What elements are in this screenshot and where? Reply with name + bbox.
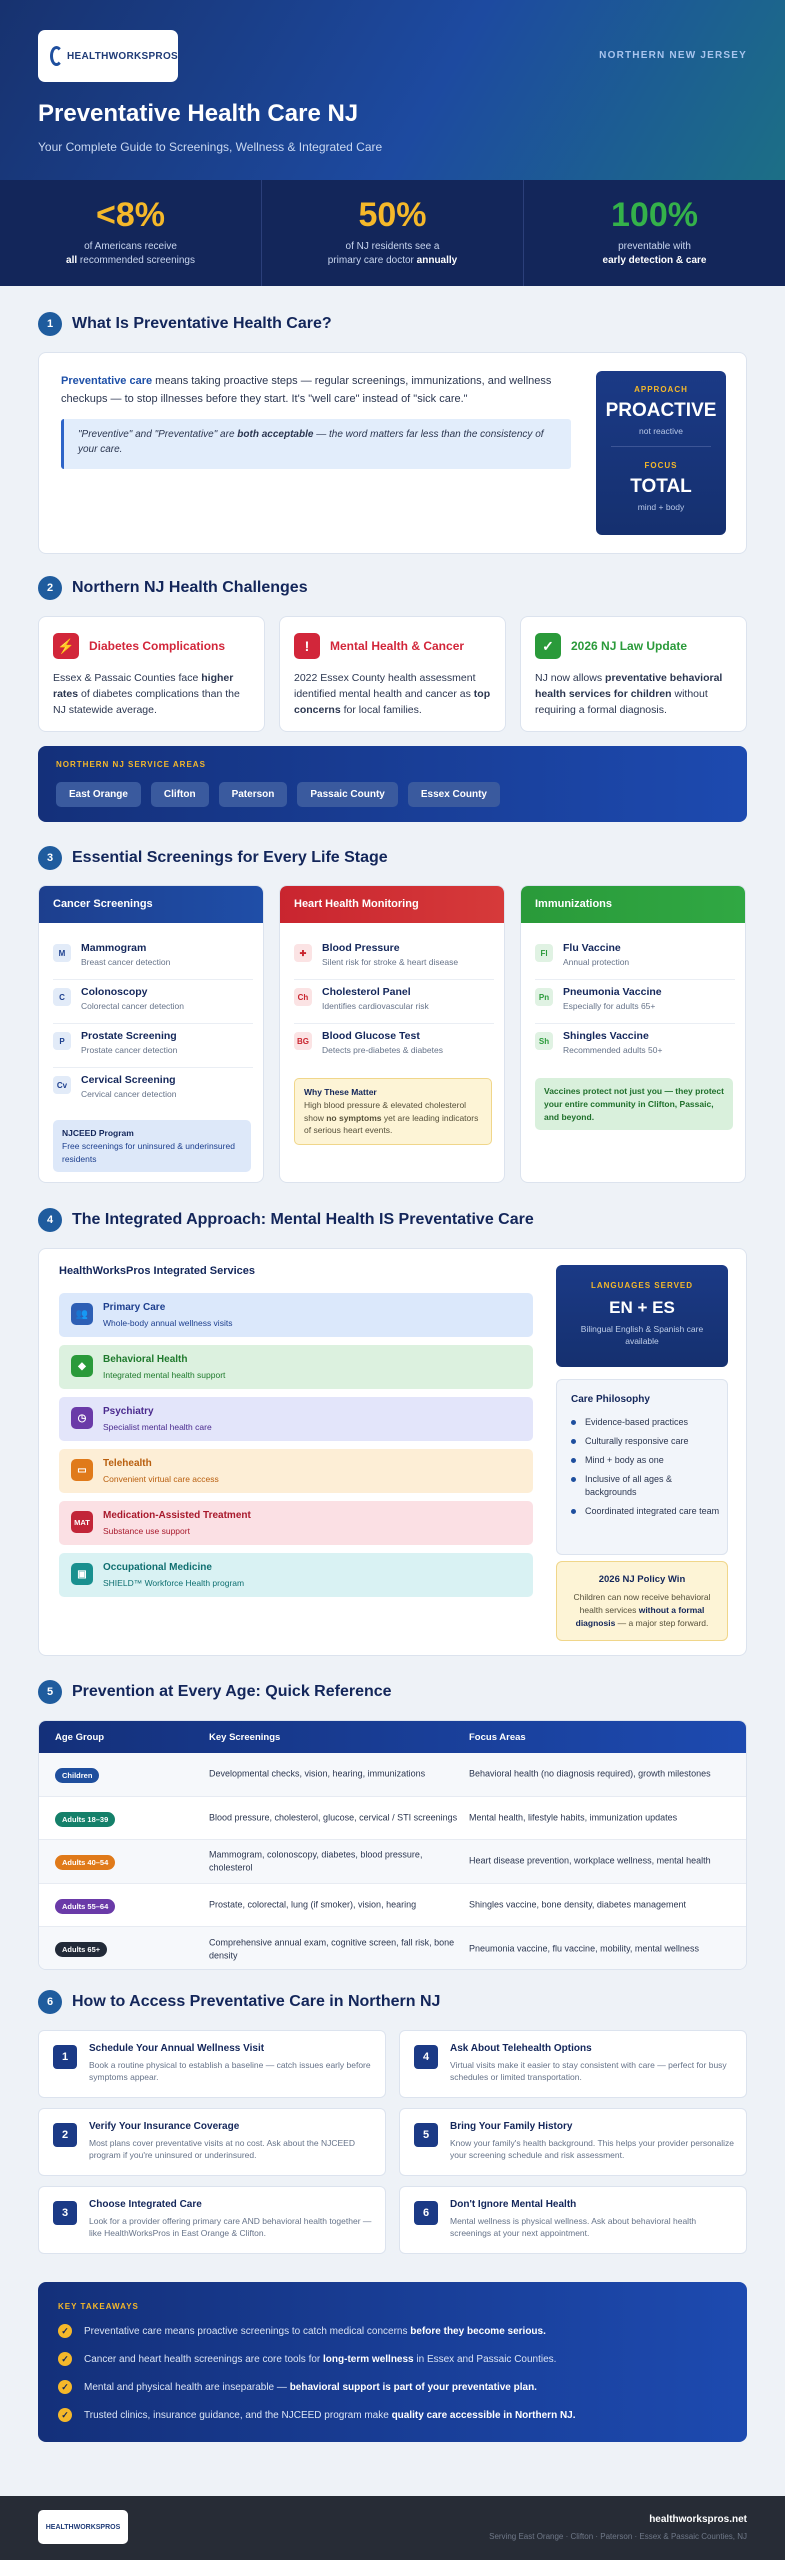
section-title: Northern NJ Health Challenges [72,579,308,596]
service-areas-list [56,782,500,807]
footer [0,2496,785,2560]
table-row: Adults 65+ Comprehensive annual exam, cognitive screen, fall risk, bone density Pneumonia vaccine, flu vaccine, mobility, mental wellness [39,1927,746,1970]
focus-value: TOTAL [630,476,692,497]
section-1-heading [38,312,332,336]
table-row: Children Developmental checks, vision, hearing, immunizations Behavioral health (no diagnosis required), growth milestones [39,1753,746,1797]
challenge-body: Essex & Passaic Counties face higher rates of diabetes complications than the NJ statewide average. [53,672,240,716]
page-subtitle: Your Complete Guide to Screenings, Wellness & Integrated Care [38,140,383,154]
colonoscopy-icon: C [53,988,71,1006]
stat-label: of Americans receive all recommended screenings [66,241,195,266]
service-telehealth[interactable]: ▭ Telehealth Convenient virtual care access [59,1449,533,1493]
section-title: Prevention at Every Age: Quick Reference [72,1683,392,1700]
section-title: Essential Screenings for Every Life Stage [72,849,388,866]
focus-label: FOCUS [644,461,678,470]
care-philosophy-panel: Care Philosophy Evidence-based practices Culturally responsive care Mind + body as one Inclusive of all ages & backgrounds Coordinated integrated care team [556,1379,728,1555]
pulse-icon: ⚡ [53,633,79,659]
section-5-heading [38,1680,392,1704]
column-title: Cancer Screenings [39,886,263,923]
column-title: Immunizations [521,886,745,923]
section-title: How to Access Preventative Care in Northern NJ [72,1993,441,2010]
stat-value: 50% [358,196,427,234]
section-6-heading [38,1990,440,2014]
service-psychiatry[interactable]: ◷ Psychiatry Specialist mental health care [59,1397,533,1441]
area-pill[interactable]: Essex County [408,782,500,807]
step-card: 5 Bring Your Family History Know your family's health background. This helps your provider personalize your screening schedule and risk assessment. [399,2108,747,2176]
check-icon: ✓ [58,2380,72,2394]
challenge-card-mental-health [279,616,506,732]
flu-vaccine-icon: Fl [535,944,553,962]
takeaway-item: ✓ Cancer and heart health screenings are core tools for long-term wellness in Essex and Passaic Counties. [58,2352,556,2366]
challenge-title: Mental Health & Cancer [330,639,465,653]
section-number: 5 [38,1680,62,1704]
section-number: 2 [38,576,62,600]
alert-icon: ! [294,633,320,659]
stat-screenings [0,180,262,286]
section-number: 6 [38,1990,62,2014]
monitor-icon: ▭ [71,1459,93,1481]
stat-label: preventable with early detection & care [602,241,707,266]
stat-label: of NJ residents see a primary care doctor annually [327,241,458,266]
list-item: Mind + body as one [571,1454,721,1466]
age-badge: Adults 65+ [55,1942,107,1957]
cholesterol-icon: Ch [294,988,312,1006]
check-icon: ✓ [58,2408,72,2422]
challenge-title: 2026 NJ Law Update [571,639,688,653]
logo-wordmark: HEALTHWORKSPROS [67,50,178,62]
approach-value: PROACTIVE [605,400,717,421]
table-row: Adults 40–54 Mammogram, colonoscopy, diabetes, blood pressure, cholesterol Heart disease prevention, workplace wellness, mental health [39,1840,746,1884]
challenge-body: NJ now allows preventative behavioral health services for children without requiring a formal diagnosis. [535,672,723,716]
shield-icon: ◆ [71,1355,93,1377]
check-icon: ✓ [58,2324,72,2338]
briefcase-icon: ▣ [71,1563,93,1585]
region-label: NORTHERN NEW JERSEY [599,50,747,61]
clock-icon: ◷ [71,1407,93,1429]
age-badge: Children [55,1768,99,1783]
list-item: Evidence-based practices [571,1416,721,1428]
languages-panel: LANGUAGES SERVED EN + ES Bilingual English & Spanish care available [556,1265,728,1367]
list-item: Cv Cervical Screening Cervical cancer detection [53,1068,253,1112]
approach-panel [596,371,726,535]
mammogram-icon: M [53,944,71,962]
approach-label: APPROACH [634,385,688,394]
list-item: Pn Pneumonia Vaccine Especially for adults 65+ [535,980,735,1024]
definition-card [38,352,747,554]
service-areas-banner [38,746,747,822]
check-icon: ✓ [58,2352,72,2366]
step-card: 4 Ask About Telehealth Options Virtual visits make it easier to stay consistent with care — perfect for busy schedules or limited transportation. [399,2030,747,2098]
stat-value: 100% [611,196,698,234]
footer-service-areas: Serving East Orange · Clifton · Paterson · Essex & Passaic Counties, NJ [489,2532,747,2541]
age-badge: Adults 18–39 [55,1812,115,1827]
policy-win-callout: 2026 NJ Policy Win Children can now receive behavioral health services without a formal diagnosis — a major step forward. [556,1561,728,1641]
area-pill[interactable]: Paterson [219,782,288,807]
why-matters-callout: Why These Matter High blood pressure & elevated cholesterol show no symptoms yet are leading indicators of serious heart events. [294,1078,492,1145]
stat-primary-care [262,180,524,286]
people-icon: 👥 [71,1303,93,1325]
takeaway-item: ✓ Trusted clinics, insurance guidance, and the NJCEED program make quality care accessible in Northern NJ. [58,2408,576,2422]
vaccine-callout: Vaccines protect not just you — they protect your entire community in Clifton, Passaic, and beyond. [535,1078,733,1130]
service-mat[interactable]: MAT Medication-Assisted Treatment Substance use support [59,1501,533,1545]
mat-icon: MAT [71,1511,93,1533]
section-number: 3 [38,846,62,870]
table-row: Adults 55–64 Prostate, colorectal, lung (if smoker), vision, hearing Shingles vaccine, bone density, diabetes management [39,1884,746,1928]
immunizations-card [520,885,746,1183]
challenge-body: 2022 Essex County health assessment identified mental health and cancer as top concerns for local families. [294,672,491,716]
takeaways-label: KEY TAKEAWAYS [58,2302,139,2311]
approach-sub: not reactive [639,426,683,436]
pneumonia-vaccine-icon: Pn [535,988,553,1006]
logo[interactable] [38,30,178,82]
service-behavioral-health[interactable]: ◆ Behavioral Health Integrated mental health support [59,1345,533,1389]
list-item: Culturally responsive care [571,1435,721,1447]
cervical-icon: Cv [53,1076,71,1094]
hero-banner [0,0,785,180]
section-number: 1 [38,312,62,336]
stat-value: <8% [96,196,165,234]
area-pill[interactable]: East Orange [56,782,141,807]
list-item: M Mammogram Breast cancer detection [53,936,253,980]
list-item: Fl Flu Vaccine Annual protection [535,936,735,980]
list-item: ✚ Blood Pressure Silent risk for stroke & heart disease [294,936,494,980]
section-2-heading [38,576,308,600]
takeaway-item: ✓ Mental and physical health are inseparable — behavioral support is part of your preventative plan. [58,2380,537,2394]
age-badge: Adults 40–54 [55,1855,115,1870]
footer-logo[interactable]: HEALTHWORKSPROS [38,2510,128,2544]
step-card: 2 Verify Your Insurance Coverage Most plans cover preventative visits at no cost. Ask about the NJCEED program if you're uninsured or underinsured. [38,2108,386,2176]
prostate-icon: P [53,1032,71,1050]
section-number: 4 [38,1208,62,1232]
list-item: C Colonoscopy Colorectal cancer detection [53,980,253,1024]
table-row: Adults 18–39 Blood pressure, cholesterol, glucose, cervical / STI screenings Mental health, lifestyle habits, immunization updates [39,1797,746,1841]
footer-website-link[interactable]: healthworkspros.net [649,2514,747,2525]
cancer-screenings-card [38,885,264,1183]
service-areas-label: NORTHERN NJ SERVICE AREAS [56,760,206,769]
list-item: Ch Cholesterol Panel Identifies cardiovascular risk [294,980,494,1024]
list-item: Sh Shingles Vaccine Recommended adults 50+ [535,1024,735,1068]
services-title: HealthWorksPros Integrated Services [59,1265,256,1277]
area-pill[interactable]: Clifton [151,782,209,807]
focus-sub: mind + body [637,502,685,512]
section-title: What Is Preventative Health Care? [72,315,332,332]
heart-health-card [279,885,505,1183]
definition-text: Preventative care means taking proactive steps — regular screenings, immunizations, and wellness checkups — to stop illnesses before they start. It's "well care" instead of "sick care." [61,375,552,405]
njceed-callout: NJCEED Program Free screenings for uninsured & underinsured residents [53,1120,251,1172]
divider [611,446,711,447]
section-3-heading [38,846,388,870]
list-item: Inclusive of all ages & backgrounds [571,1473,721,1497]
list-item: P Prostate Screening Prostate cancer detection [53,1024,253,1068]
section-4-heading [38,1208,534,1232]
glucose-icon: BG [294,1032,312,1050]
challenge-title: Diabetes Complications [89,639,226,653]
step-card: 6 Don't Ignore Mental Health Mental wellness is physical wellness. Ask about behavioral health screenings at your next appointment. [399,2186,747,2254]
integrated-services-card [38,1248,747,1656]
table-header: Age Group Key Screenings Focus Areas [39,1721,746,1753]
area-pill[interactable]: Passaic County [297,782,397,807]
column-title: Heart Health Monitoring [280,886,504,923]
shingles-vaccine-icon: Sh [535,1032,553,1050]
blood-pressure-icon: ✚ [294,944,312,962]
challenge-card-diabetes [38,616,265,732]
section-title: The Integrated Approach: Mental Health IS Preventative Care [72,1211,534,1228]
challenge-card-law-update [520,616,747,732]
age-reference-table [38,1720,747,1970]
service-primary-care[interactable]: 👥 Primary Care Whole-body annual wellness visits [59,1293,533,1337]
takeaway-item: ✓ Preventative care means proactive screenings to catch medical concerns before they become serious. [58,2324,546,2338]
check-icon: ✓ [535,633,561,659]
stat-preventable [524,180,785,286]
service-occupational-medicine[interactable]: ▣ Occupational Medicine SHIELD™ Workforce Health program [59,1553,533,1597]
definition-note: "Preventive" and "Preventative" are both acceptable — the word matters far less than the consistency of your care. [61,419,571,469]
page-title: Preventative Health Care NJ [38,100,359,127]
logo-mark-icon [50,46,63,66]
age-badge: Adults 55–64 [55,1899,115,1914]
list-item: BG Blood Glucose Test Detects pre-diabetes & diabetes [294,1024,494,1068]
key-takeaways-panel [38,2282,747,2442]
step-card: 3 Choose Integrated Care Look for a provider offering primary care AND behavioral health together — like HealthWorksPros in East Orange & Clifton. [38,2186,386,2254]
stats-bar [0,180,785,286]
list-item: Coordinated integrated care team [571,1505,721,1517]
step-card: 1 Schedule Your Annual Wellness Visit Book a routine physical to establish a baseline — catch issues early before symptoms appear. [38,2030,386,2098]
